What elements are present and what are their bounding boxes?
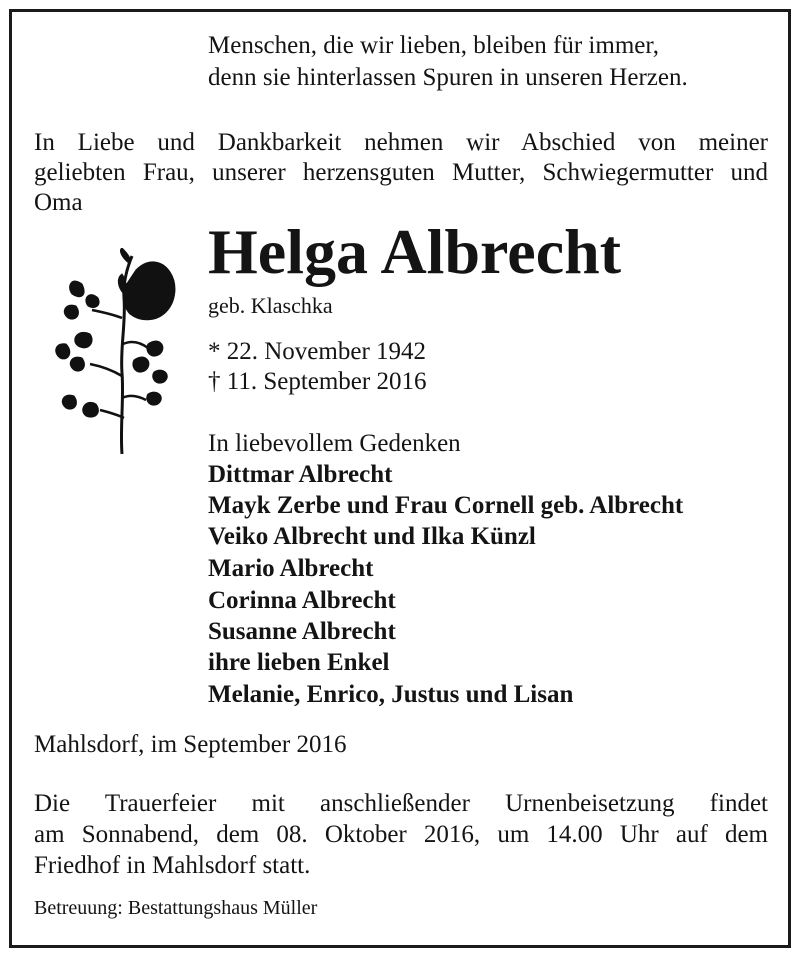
quote-line-1: Menschen, die wir lieben, bleiben für immer, <box>208 32 659 59</box>
funeral-home-credit: Betreuung: Bestattungshaus Müller <box>34 897 318 919</box>
intro-line-2: geliebten Frau, unserer herzensguten Mutter, Schwiegermutter und <box>34 159 768 186</box>
quote-line-2: denn sie hinterlassen Spuren in unseren Herzen. <box>208 64 688 91</box>
funeral-line-1: Die Trauerfeier mit anschließender Urnenbeisetzung findet <box>34 790 768 817</box>
mourner-name: Mayk Zerbe und Frau Cornell geb. Albrecht <box>208 492 684 519</box>
mourners-heading: In liebevollem Gedenken <box>208 430 461 457</box>
rose-icon <box>52 248 182 460</box>
mourner-name: Melanie, Enrico, Justus und Lisan <box>208 681 574 708</box>
deceased-name: Helga Albrecht <box>208 216 621 287</box>
mourner-name: Dittmar Albrecht <box>208 461 393 488</box>
mourner-name: Mario Albrecht <box>208 555 374 582</box>
mourner-name: Corinna Albrecht <box>208 587 396 614</box>
mourner-name: ihre lieben Enkel <box>208 649 390 676</box>
birth-name: geb. Klaschka <box>208 293 333 318</box>
funeral-line-3: Friedhof in Mahlsdorf statt. <box>34 852 311 879</box>
birth-date: * 22. November 1942 <box>208 338 427 365</box>
intro-line-3: Oma <box>34 189 83 216</box>
funeral-line-2: am Sonnabend, dem 08. Oktober 2016, um 14.00 Uhr auf dem <box>34 821 768 848</box>
intro-line-1: In Liebe und Dankbarkeit nehmen wir Abschied von meiner <box>34 129 768 156</box>
death-date: † 11. September 2016 <box>208 368 427 395</box>
mourner-name: Susanne Albrecht <box>208 618 396 645</box>
place-date: Mahlsdorf, im September 2016 <box>34 731 347 758</box>
mourner-name: Veiko Albrecht und Ilka Künzl <box>208 523 536 550</box>
